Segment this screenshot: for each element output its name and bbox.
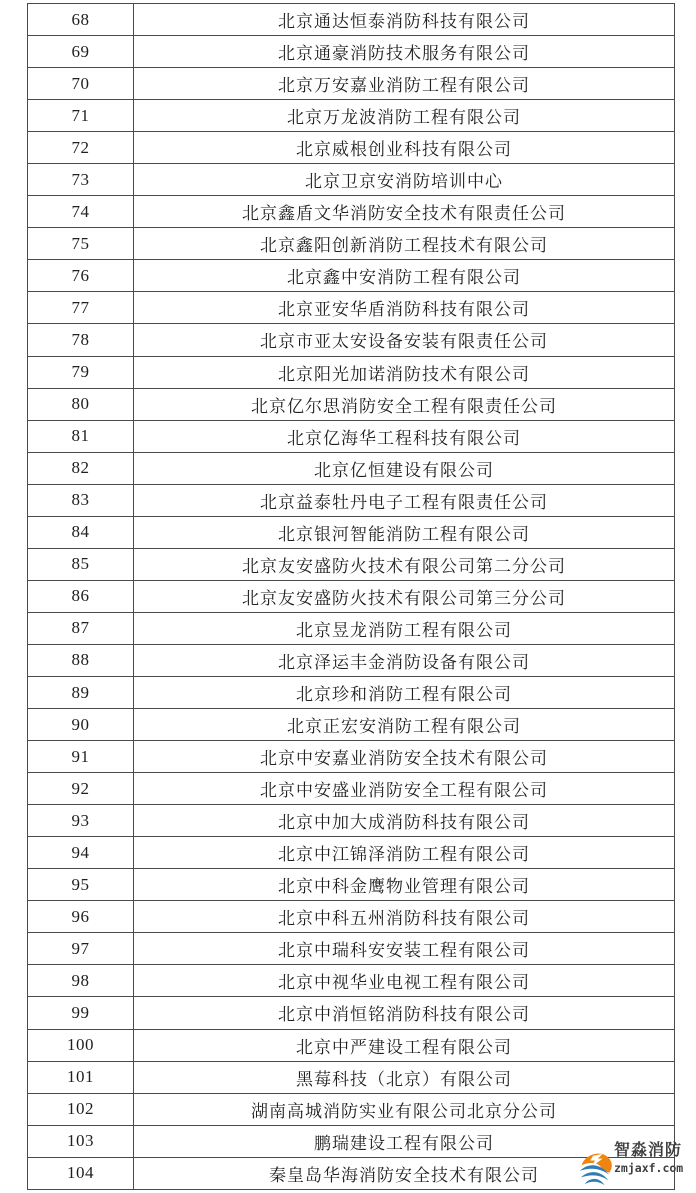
row-number-cell: 83	[28, 484, 134, 516]
company-name-cell: 北京鑫中安消防工程有限公司	[134, 260, 675, 292]
row-number-cell: 87	[28, 612, 134, 644]
table-row	[28, 68, 675, 100]
company-name-cell: 北京鑫阳创新消防工程技术有限公司	[134, 228, 675, 260]
table-row	[28, 997, 675, 1029]
row-number-cell: 79	[28, 356, 134, 388]
row-number-cell: 68	[28, 4, 134, 36]
company-name-cell: 北京中安嘉业消防安全技术有限公司	[134, 741, 675, 773]
table-row	[28, 773, 675, 805]
table-row	[28, 548, 675, 580]
row-number-cell: 102	[28, 1093, 134, 1125]
company-name-cell: 北京亿海华工程科技有限公司	[134, 420, 675, 452]
company-name-cell: 鹏瑞建设工程有限公司	[134, 1125, 675, 1157]
table-row	[28, 805, 675, 837]
row-number-cell: 86	[28, 580, 134, 612]
company-name-cell: 北京泽运丰金消防设备有限公司	[134, 644, 675, 676]
row-number-cell: 81	[28, 420, 134, 452]
row-number-cell: 76	[28, 260, 134, 292]
table-row	[28, 516, 675, 548]
row-number-cell: 71	[28, 100, 134, 132]
watermark-logo	[577, 1141, 683, 1193]
table-row	[28, 164, 675, 196]
watermark-text-block	[614, 1141, 683, 1175]
company-name-cell: 北京亚安华盾消防科技有限公司	[134, 292, 675, 324]
company-name-cell: 北京通达恒泰消防科技有限公司	[134, 4, 675, 36]
row-number-cell: 104	[28, 1157, 134, 1189]
table-row	[28, 4, 675, 36]
company-name-cell: 北京卫京安消防培训中心	[134, 164, 675, 196]
row-number-cell: 88	[28, 644, 134, 676]
table-row	[28, 228, 675, 260]
row-number-cell: 98	[28, 965, 134, 997]
table-row	[28, 292, 675, 324]
company-name-cell: 黑莓科技（北京）有限公司	[134, 1061, 675, 1093]
company-name-cell: 北京昱龙消防工程有限公司	[134, 612, 675, 644]
row-number-cell: 72	[28, 132, 134, 164]
row-number-cell: 82	[28, 452, 134, 484]
table-row	[28, 132, 675, 164]
table-row	[28, 100, 675, 132]
row-number-cell: 101	[28, 1061, 134, 1093]
company-name-cell: 北京中瑞科安安装工程有限公司	[134, 933, 675, 965]
company-name-cell: 北京阳光加诺消防技术有限公司	[134, 356, 675, 388]
table-row	[28, 324, 675, 356]
company-name-cell: 北京中江锦泽消防工程有限公司	[134, 837, 675, 869]
row-number-cell: 96	[28, 901, 134, 933]
company-name-cell: 北京中科金鹰物业管理有限公司	[134, 869, 675, 901]
company-name-cell: 北京威根创业科技有限公司	[134, 132, 675, 164]
table-row	[28, 676, 675, 708]
table-row	[28, 741, 675, 773]
watermark-brand-name: 智淼消防	[614, 1142, 683, 1159]
company-name-cell: 秦皇岛华海消防安全技术有限公司	[134, 1157, 675, 1189]
company-name-cell: 北京万龙波消防工程有限公司	[134, 100, 675, 132]
row-number-cell: 89	[28, 676, 134, 708]
row-number-cell: 78	[28, 324, 134, 356]
table-row	[28, 580, 675, 612]
company-table-body	[28, 4, 675, 1190]
table-row	[28, 420, 675, 452]
table-row	[28, 869, 675, 901]
company-name-cell: 北京中消恒铭消防科技有限公司	[134, 997, 675, 1029]
company-name-cell: 北京亿恒建设有限公司	[134, 452, 675, 484]
row-number-cell: 95	[28, 869, 134, 901]
row-number-cell: 100	[28, 1029, 134, 1061]
table-row	[28, 452, 675, 484]
company-name-cell: 北京珍和消防工程有限公司	[134, 676, 675, 708]
table-row	[28, 196, 675, 228]
table-row	[28, 837, 675, 869]
table-row	[28, 709, 675, 741]
company-name-cell: 北京银河智能消防工程有限公司	[134, 516, 675, 548]
row-number-cell: 92	[28, 773, 134, 805]
table-row	[28, 901, 675, 933]
table-row	[28, 356, 675, 388]
row-number-cell: 103	[28, 1125, 134, 1157]
company-name-cell: 北京益泰牡丹电子工程有限责任公司	[134, 484, 675, 516]
company-name-cell: 北京通豪消防技术服务有限公司	[134, 36, 675, 68]
table-row	[28, 1061, 675, 1093]
table-row	[28, 36, 675, 68]
company-name-cell: 北京市亚太安设备安装有限责任公司	[134, 324, 675, 356]
row-number-cell: 74	[28, 196, 134, 228]
company-name-cell: 北京鑫盾文华消防安全技术有限责任公司	[134, 196, 675, 228]
row-number-cell: 99	[28, 997, 134, 1029]
company-name-cell: 北京友安盛防火技术有限公司第二分公司	[134, 548, 675, 580]
row-number-cell: 80	[28, 388, 134, 420]
table-row	[28, 1029, 675, 1061]
table-row	[28, 644, 675, 676]
table-row	[28, 388, 675, 420]
company-name-cell: 北京中安盛业消防安全工程有限公司	[134, 773, 675, 805]
table-row	[28, 484, 675, 516]
watermark-domain-url: zmjaxf.com	[614, 1161, 684, 1175]
zhimiao-flame-wave-icon	[577, 1150, 613, 1193]
row-number-cell: 90	[28, 709, 134, 741]
table-row	[28, 965, 675, 997]
company-name-cell: 北京中科五州消防科技有限公司	[134, 901, 675, 933]
row-number-cell: 70	[28, 68, 134, 100]
company-name-cell: 北京友安盛防火技术有限公司第三分公司	[134, 580, 675, 612]
row-number-cell: 77	[28, 292, 134, 324]
table-row	[28, 612, 675, 644]
company-name-cell: 北京万安嘉业消防工程有限公司	[134, 68, 675, 100]
company-name-cell: 北京亿尔思消防安全工程有限责任公司	[134, 388, 675, 420]
company-name-cell: 北京正宏安消防工程有限公司	[134, 709, 675, 741]
company-name-cell: 北京中加大成消防科技有限公司	[134, 805, 675, 837]
row-number-cell: 94	[28, 837, 134, 869]
row-number-cell: 97	[28, 933, 134, 965]
company-name-cell: 北京中严建设工程有限公司	[134, 1029, 675, 1061]
row-number-cell: 69	[28, 36, 134, 68]
table-row	[28, 933, 675, 965]
table-row	[28, 1093, 675, 1125]
row-number-cell: 84	[28, 516, 134, 548]
row-number-cell: 91	[28, 741, 134, 773]
company-name-cell: 北京中视华业电视工程有限公司	[134, 965, 675, 997]
row-number-cell: 73	[28, 164, 134, 196]
company-list-table	[27, 3, 675, 1190]
table-row	[28, 260, 675, 292]
row-number-cell: 85	[28, 548, 134, 580]
company-name-cell: 湖南高城消防实业有限公司北京分公司	[134, 1093, 675, 1125]
row-number-cell: 75	[28, 228, 134, 260]
row-number-cell: 93	[28, 805, 134, 837]
